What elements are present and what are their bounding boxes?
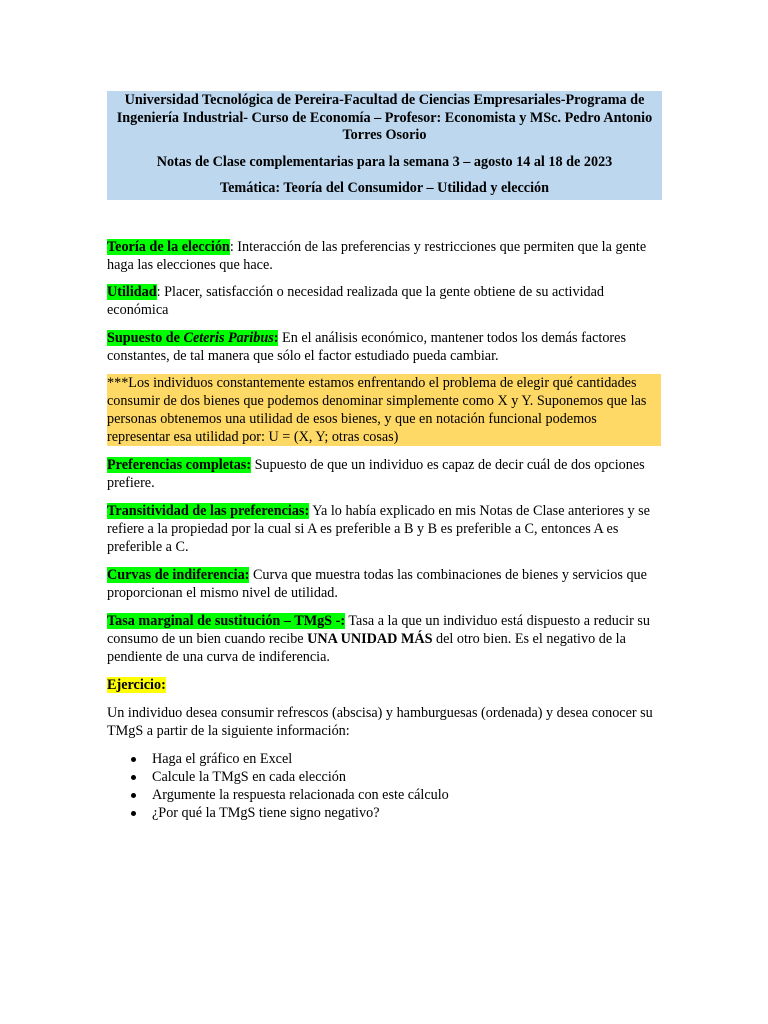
definition-utilidad: : Placer, satisfacción o necesidad realizada que la gente obtiene de su actividad económica [107,284,604,318]
definition-preferencias: Supuesto de que un individuo es capaz de decir cuál de dos opciones prefiere. [107,457,645,491]
note-box [107,374,661,446]
paragraph-transitividad [107,502,667,556]
list-item [107,750,667,768]
term-ejercicio: Ejercicio: [107,677,166,693]
header-topic: Temática: Teoría del Consumidor – Utilidad y elección [219,180,550,196]
definition-tasa-2: del otro bien. Es el negativo de la pendiente de una curva de indiferencia. [107,631,626,665]
definition-tasa-1: Tasa a la que un individuo está dispuesto a reducir su consumo de un bien cuando recibe [107,613,650,647]
paragraph-ejercicio [107,676,667,694]
term-supuesto-italic: Ceteris Paribus [183,330,274,346]
list-item [107,804,667,822]
note-text: ***Los individuos constantemente estamos enfrentando el problema de elegir qué cantidades consumir de dos bienes que podemos denominar simplemente como X y Y. Suponemos que las personas obtenemos una utilidad de esos bienes, y que en notación funcional podemos representar esa utilidad por: U = (X, Y; otras cosas) [107,375,647,445]
bullet-icon [131,811,136,816]
header-subtitle: Notas de Clase complementarias para la semana 3 – agosto 14 al 18 de 2023 [156,153,613,170]
bullet-icon [131,775,136,780]
list-item-text: Haga el gráfico en Excel [152,751,293,767]
term-preferencias: Preferencias completas: [107,457,252,473]
definition-transitividad: Ya lo había explicado en mis Notas de Clase anteriores y se refiere a la propiedad por la cual si A es preferible a B y B es preferible a C, entonces A es preferible a C. [107,503,650,555]
bullet-icon [131,793,136,798]
term-tasa: Tasa marginal de sustitución – TMgS -: [107,613,346,629]
definition-tasa-bold: UNA UNIDAD MÁS [307,631,433,647]
paragraph-tasa [107,612,667,666]
paragraph-preferencias [107,456,667,492]
term-curvas: Curvas de indiferencia: [107,567,250,583]
term-utilidad: Utilidad [107,284,157,300]
paragraph-supuesto [107,329,667,365]
document-body [107,238,667,822]
term-supuesto-prefix: Supuesto de [107,330,184,346]
definition-teoria: : Interacción de las preferencias y restricciones que permiten que la gente haga las elecciones que hace. [107,239,647,273]
paragraph-utilidad [107,283,667,319]
list-item-text: Argumente la respuesta relacionada con este cálculo [152,787,449,803]
list-item [107,786,667,804]
definition-supuesto: En el análisis económico, mantener todos los demás factores constantes, de tal manera que sólo el factor estudiado pueda cambiar. [107,330,626,364]
paragraph-curvas [107,566,667,602]
term-supuesto-suffix: : [273,330,279,346]
document-header [107,91,662,200]
definition-curvas: Curva que muestra todas las combinaciones de bienes y servicios que proporcionan el mismo nivel de utilidad. [107,567,647,601]
term-teoria: Teoría de la elección [107,239,230,255]
exercise-list [107,750,667,822]
list-item-text: ¿Por qué la TMgS tiene signo negativo? [152,805,380,821]
bullet-icon [131,757,136,762]
term-transitividad: Transitividad de las preferencias: [107,503,310,519]
term-supuesto [107,330,278,346]
header-title: Universidad Tecnológica de Pereira-Facultad de Ciencias Empresariales-Programa de Ingeniería Industrial- Curso de Economía – Profesor: Economista y MSc. Pedro Antonio Torres Osorio [116,92,653,143]
paragraph-teoria [107,238,667,274]
list-item-text: Calcule la TMgS en cada elección [152,769,346,785]
list-item [107,768,667,786]
paragraph-ejercicio-text: Un individuo desea consumir refrescos (abscisa) y hamburguesas (ordenada) y desea conocer su TMgS a partir de la siguiente información: [107,705,653,739]
